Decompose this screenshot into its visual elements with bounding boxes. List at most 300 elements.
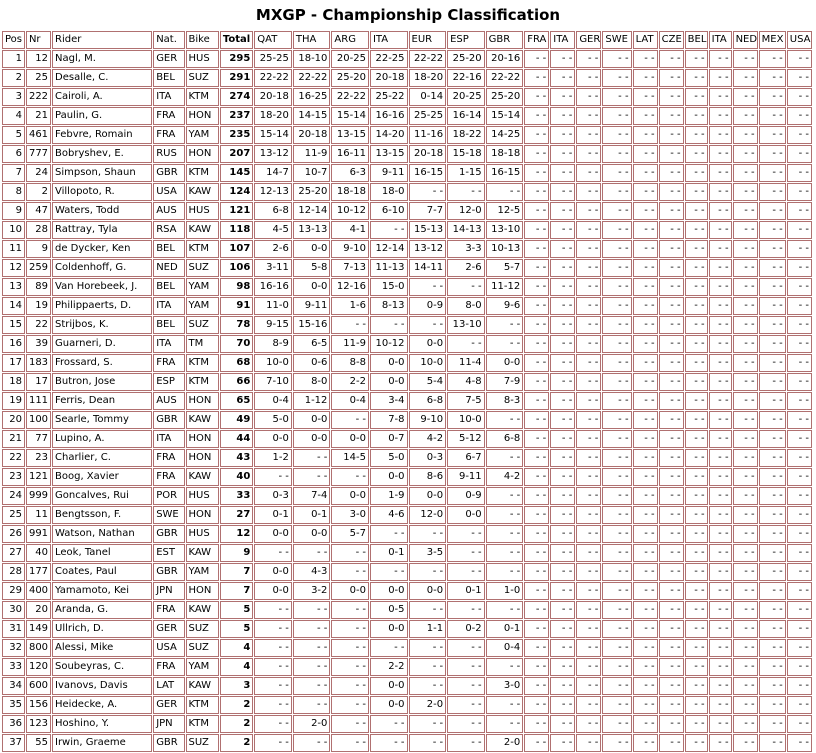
cell-nat: FRA bbox=[153, 658, 184, 676]
cell-pos: 36 bbox=[2, 715, 25, 733]
cell-score: - - bbox=[576, 107, 601, 125]
cell-score: - - bbox=[293, 620, 331, 638]
cell-score: 7-13 bbox=[331, 259, 369, 277]
cell-score: - - bbox=[602, 126, 631, 144]
cell-total: 274 bbox=[220, 88, 253, 106]
cell-score: - - bbox=[524, 221, 549, 239]
cell-score: - - bbox=[733, 88, 758, 106]
cell-score: 16-25 bbox=[293, 88, 331, 106]
cell-score: - - bbox=[787, 278, 812, 296]
cell-score: 14-20 bbox=[370, 126, 408, 144]
cell-total: 235 bbox=[220, 126, 253, 144]
cell-nat: FRA bbox=[153, 601, 184, 619]
cell-pos: 15 bbox=[2, 316, 25, 334]
cell-pos: 13 bbox=[2, 278, 25, 296]
cell-pos: 26 bbox=[2, 525, 25, 543]
cell-score: 16-16 bbox=[370, 107, 408, 125]
cell-pos: 2 bbox=[2, 69, 25, 87]
cell-score: - - bbox=[659, 734, 684, 752]
cell-score: - - bbox=[659, 696, 684, 714]
cell-score: - - bbox=[759, 278, 786, 296]
cell-score: - - bbox=[685, 373, 708, 391]
cell-score: - - bbox=[709, 202, 732, 220]
cell-score: - - bbox=[685, 88, 708, 106]
header-race: THA bbox=[293, 31, 331, 49]
cell-nat: GER bbox=[153, 620, 184, 638]
cell-score: - - bbox=[709, 563, 732, 581]
cell-bike: HON bbox=[186, 582, 219, 600]
cell-score: - - bbox=[733, 240, 758, 258]
cell-nr: 19 bbox=[26, 297, 51, 315]
cell-score: - - bbox=[787, 240, 812, 258]
cell-score: - - bbox=[659, 107, 684, 125]
cell-score: 5-12 bbox=[447, 430, 485, 448]
cell-score: - - bbox=[787, 487, 812, 505]
cell-score: - - bbox=[759, 335, 786, 353]
cell-pos: 8 bbox=[2, 183, 25, 201]
cell-bike: YAM bbox=[186, 278, 219, 296]
cell-score: - - bbox=[685, 354, 708, 372]
cell-score: - - bbox=[709, 50, 732, 68]
cell-score: - - bbox=[685, 601, 708, 619]
cell-pos: 12 bbox=[2, 259, 25, 277]
cell-score: - - bbox=[733, 506, 758, 524]
cell-score: - - bbox=[602, 525, 631, 543]
cell-rider: Leok, Tanel bbox=[52, 544, 152, 562]
cell-score: - - bbox=[733, 658, 758, 676]
cell-bike: SUZ bbox=[186, 316, 219, 334]
cell-score: 6-7 bbox=[447, 449, 485, 467]
cell-score: - - bbox=[602, 715, 631, 733]
cell-score: 9-10 bbox=[409, 411, 447, 429]
cell-score: - - bbox=[602, 278, 631, 296]
cell-score: 7-4 bbox=[293, 487, 331, 505]
cell-score: - - bbox=[685, 240, 708, 258]
cell-nr: 461 bbox=[26, 126, 51, 144]
cell-score: - - bbox=[293, 468, 331, 486]
cell-score: - - bbox=[524, 544, 549, 562]
cell-score: - - bbox=[733, 278, 758, 296]
cell-score: - - bbox=[524, 316, 549, 334]
cell-score: - - bbox=[685, 297, 708, 315]
cell-nr: 17 bbox=[26, 373, 51, 391]
cell-score: - - bbox=[447, 734, 485, 752]
cell-pos: 32 bbox=[2, 639, 25, 657]
cell-bike: HON bbox=[186, 392, 219, 410]
table-row bbox=[2, 373, 812, 391]
cell-score: 2-6 bbox=[447, 259, 485, 277]
cell-nr: 23 bbox=[26, 449, 51, 467]
cell-score: - - bbox=[709, 601, 732, 619]
cell-score: - - bbox=[550, 430, 575, 448]
cell-score: - - bbox=[759, 620, 786, 638]
cell-rider: Charlier, C. bbox=[52, 449, 152, 467]
header-race: LAT bbox=[633, 31, 658, 49]
cell-score: - - bbox=[633, 487, 658, 505]
cell-score: 6-8 bbox=[254, 202, 292, 220]
cell-score: - - bbox=[759, 145, 786, 163]
cell-bike: KAW bbox=[186, 411, 219, 429]
cell-score: 0-0 bbox=[293, 430, 331, 448]
cell-score: - - bbox=[602, 297, 631, 315]
table-row bbox=[2, 449, 812, 467]
table-row bbox=[2, 278, 812, 296]
cell-score: - - bbox=[524, 658, 549, 676]
cell-score: - - bbox=[787, 392, 812, 410]
cell-score: - - bbox=[447, 278, 485, 296]
cell-score: 0-0 bbox=[293, 525, 331, 543]
cell-score: - - bbox=[685, 107, 708, 125]
table-row bbox=[2, 658, 812, 676]
cell-score: - - bbox=[602, 240, 631, 258]
cell-nr: 259 bbox=[26, 259, 51, 277]
cell-score: 2-0 bbox=[293, 715, 331, 733]
cell-score: - - bbox=[550, 259, 575, 277]
cell-nat: GBR bbox=[153, 525, 184, 543]
cell-score: 20-18 bbox=[293, 126, 331, 144]
header-race: GER bbox=[576, 31, 601, 49]
cell-score: - - bbox=[550, 202, 575, 220]
cell-score: - - bbox=[759, 696, 786, 714]
cell-score: 9-11 bbox=[293, 297, 331, 315]
cell-score: - - bbox=[685, 506, 708, 524]
cell-score: - - bbox=[524, 297, 549, 315]
table-row bbox=[2, 525, 812, 543]
cell-bike: HON bbox=[186, 107, 219, 125]
cell-pos: 34 bbox=[2, 677, 25, 695]
cell-score: 7-5 bbox=[447, 392, 485, 410]
cell-total: 9 bbox=[220, 544, 253, 562]
cell-score: - - bbox=[370, 734, 408, 752]
cell-score: 0-3 bbox=[254, 487, 292, 505]
cell-score: 6-10 bbox=[370, 202, 408, 220]
cell-score: - - bbox=[733, 316, 758, 334]
cell-score: - - bbox=[733, 392, 758, 410]
cell-score: - - bbox=[486, 411, 524, 429]
cell-bike: HUS bbox=[186, 525, 219, 543]
cell-rider: Soubeyras, C. bbox=[52, 658, 152, 676]
cell-total: 44 bbox=[220, 430, 253, 448]
cell-score: - - bbox=[486, 335, 524, 353]
cell-score: - - bbox=[685, 525, 708, 543]
cell-score: - - bbox=[550, 658, 575, 676]
cell-score: - - bbox=[524, 354, 549, 372]
cell-rider: Cairoli, A. bbox=[52, 88, 152, 106]
cell-score: - - bbox=[659, 639, 684, 657]
cell-pos: 7 bbox=[2, 164, 25, 182]
cell-score: - - bbox=[486, 525, 524, 543]
cell-nr: 177 bbox=[26, 563, 51, 581]
cell-score: - - bbox=[254, 696, 292, 714]
cell-score: 25-20 bbox=[331, 69, 369, 87]
cell-score: - - bbox=[254, 468, 292, 486]
cell-rider: Ullrich, D. bbox=[52, 620, 152, 638]
cell-score: - - bbox=[659, 392, 684, 410]
cell-score: - - bbox=[602, 582, 631, 600]
cell-score: - - bbox=[576, 278, 601, 296]
cell-score: - - bbox=[659, 69, 684, 87]
cell-score: - - bbox=[293, 601, 331, 619]
cell-score: - - bbox=[709, 221, 732, 239]
cell-score: 0-0 bbox=[331, 582, 369, 600]
cell-pos: 5 bbox=[2, 126, 25, 144]
cell-total: 91 bbox=[220, 297, 253, 315]
cell-score: 8-0 bbox=[293, 373, 331, 391]
table-row bbox=[2, 430, 812, 448]
cell-score: - - bbox=[602, 69, 631, 87]
cell-score: 0-4 bbox=[331, 392, 369, 410]
cell-score: - - bbox=[524, 164, 549, 182]
cell-bike: SUZ bbox=[186, 259, 219, 277]
table-row bbox=[2, 620, 812, 638]
cell-pos: 11 bbox=[2, 240, 25, 258]
cell-score: - - bbox=[787, 107, 812, 125]
table-row bbox=[2, 164, 812, 182]
cell-nr: 25 bbox=[26, 69, 51, 87]
cell-score: 0-0 bbox=[293, 278, 331, 296]
cell-score: - - bbox=[787, 126, 812, 144]
cell-nat: GBR bbox=[153, 563, 184, 581]
cell-nr: 12 bbox=[26, 50, 51, 68]
cell-score: 3-0 bbox=[331, 506, 369, 524]
cell-bike: KAW bbox=[186, 677, 219, 695]
cell-score: - - bbox=[524, 373, 549, 391]
cell-bike: HON bbox=[186, 145, 219, 163]
cell-score: - - bbox=[524, 107, 549, 125]
cell-score: - - bbox=[254, 658, 292, 676]
cell-score: - - bbox=[685, 544, 708, 562]
cell-score: - - bbox=[576, 297, 601, 315]
cell-score: - - bbox=[576, 202, 601, 220]
cell-pos: 18 bbox=[2, 373, 25, 391]
cell-score: 5-8 bbox=[293, 259, 331, 277]
cell-score: - - bbox=[409, 563, 447, 581]
cell-rider: Van Horebeek, J. bbox=[52, 278, 152, 296]
cell-bike: HUS bbox=[186, 50, 219, 68]
cell-score: - - bbox=[576, 601, 601, 619]
cell-score: - - bbox=[787, 449, 812, 467]
cell-score: - - bbox=[659, 563, 684, 581]
cell-score: - - bbox=[254, 677, 292, 695]
cell-score: 4-1 bbox=[331, 221, 369, 239]
cell-score: - - bbox=[633, 354, 658, 372]
cell-nat: RUS bbox=[153, 145, 184, 163]
cell-score: - - bbox=[633, 639, 658, 657]
cell-score: - - bbox=[787, 601, 812, 619]
cell-score: - - bbox=[633, 696, 658, 714]
cell-score: 0-4 bbox=[254, 392, 292, 410]
cell-score: - - bbox=[576, 354, 601, 372]
cell-nr: 111 bbox=[26, 392, 51, 410]
cell-score: - - bbox=[633, 145, 658, 163]
cell-score: - - bbox=[787, 582, 812, 600]
cell-score: 8-3 bbox=[486, 392, 524, 410]
cell-score: 13-12 bbox=[254, 145, 292, 163]
cell-score: - - bbox=[709, 259, 732, 277]
cell-score: - - bbox=[787, 183, 812, 201]
cell-score: - - bbox=[787, 221, 812, 239]
cell-score: - - bbox=[576, 183, 601, 201]
cell-score: - - bbox=[759, 88, 786, 106]
cell-total: 118 bbox=[220, 221, 253, 239]
cell-score: - - bbox=[409, 677, 447, 695]
header-race: ITA bbox=[709, 31, 732, 49]
cell-nr: 800 bbox=[26, 639, 51, 657]
cell-score: - - bbox=[709, 354, 732, 372]
cell-score: 8-9 bbox=[254, 335, 292, 353]
cell-score: 14-15 bbox=[293, 107, 331, 125]
cell-score: - - bbox=[550, 525, 575, 543]
cell-nat: FRA bbox=[153, 354, 184, 372]
cell-score: - - bbox=[787, 316, 812, 334]
cell-pos: 29 bbox=[2, 582, 25, 600]
cell-score: - - bbox=[659, 259, 684, 277]
cell-score: 11-4 bbox=[447, 354, 485, 372]
cell-score: - - bbox=[524, 202, 549, 220]
cell-score: - - bbox=[685, 639, 708, 657]
cell-total: 237 bbox=[220, 107, 253, 125]
cell-score: - - bbox=[759, 525, 786, 543]
cell-score: 6-5 bbox=[293, 335, 331, 353]
cell-score: - - bbox=[709, 677, 732, 695]
cell-score: 13-15 bbox=[331, 126, 369, 144]
cell-score: - - bbox=[370, 316, 408, 334]
cell-nat: ITA bbox=[153, 430, 184, 448]
cell-score: - - bbox=[633, 601, 658, 619]
cell-score: - - bbox=[733, 696, 758, 714]
cell-score: - - bbox=[447, 601, 485, 619]
cell-score: - - bbox=[633, 430, 658, 448]
cell-score: - - bbox=[759, 183, 786, 201]
cell-score: - - bbox=[633, 164, 658, 182]
table-row bbox=[2, 582, 812, 600]
cell-score: 0-0 bbox=[370, 582, 408, 600]
cell-pos: 30 bbox=[2, 601, 25, 619]
cell-score: - - bbox=[709, 487, 732, 505]
cell-score: 25-20 bbox=[293, 183, 331, 201]
cell-bike: KAW bbox=[186, 183, 219, 201]
cell-total: 7 bbox=[220, 582, 253, 600]
header-race: NED bbox=[733, 31, 758, 49]
cell-score: 22-25 bbox=[370, 50, 408, 68]
cell-score: 20-25 bbox=[447, 88, 485, 106]
cell-score: 18-18 bbox=[486, 145, 524, 163]
cell-score: - - bbox=[633, 69, 658, 87]
cell-total: 107 bbox=[220, 240, 253, 258]
cell-total: 124 bbox=[220, 183, 253, 201]
cell-score: - - bbox=[550, 50, 575, 68]
cell-pos: 17 bbox=[2, 354, 25, 372]
cell-total: 4 bbox=[220, 658, 253, 676]
cell-score: 14-25 bbox=[486, 126, 524, 144]
cell-score: - - bbox=[733, 164, 758, 182]
cell-score: 3-4 bbox=[370, 392, 408, 410]
cell-score: - - bbox=[633, 202, 658, 220]
cell-bike: SUZ bbox=[186, 69, 219, 87]
cell-score: 2-0 bbox=[409, 696, 447, 714]
cell-score: - - bbox=[733, 563, 758, 581]
cell-score: 4-5 bbox=[254, 221, 292, 239]
cell-score: - - bbox=[787, 335, 812, 353]
cell-score: - - bbox=[370, 715, 408, 733]
cell-score: - - bbox=[550, 297, 575, 315]
cell-nat: FRA bbox=[153, 107, 184, 125]
cell-score: - - bbox=[633, 411, 658, 429]
cell-score: 0-0 bbox=[370, 373, 408, 391]
cell-score: 3-11 bbox=[254, 259, 292, 277]
table-row bbox=[2, 563, 812, 581]
cell-score: 13-10 bbox=[486, 221, 524, 239]
cell-score: - - bbox=[254, 639, 292, 657]
cell-score: - - bbox=[576, 88, 601, 106]
cell-score: 0-0 bbox=[254, 563, 292, 581]
cell-rider: Philippaerts, D. bbox=[52, 297, 152, 315]
cell-score: - - bbox=[331, 316, 369, 334]
cell-rider: Nagl, M. bbox=[52, 50, 152, 68]
cell-score: - - bbox=[331, 544, 369, 562]
cell-score: 18-0 bbox=[370, 183, 408, 201]
cell-score: 11-13 bbox=[370, 259, 408, 277]
cell-score: 5-0 bbox=[254, 411, 292, 429]
cell-score: 0-0 bbox=[331, 430, 369, 448]
cell-score: - - bbox=[659, 506, 684, 524]
cell-score: - - bbox=[709, 506, 732, 524]
cell-score: - - bbox=[759, 487, 786, 505]
cell-score: 10-0 bbox=[409, 354, 447, 372]
cell-bike: KTM bbox=[186, 696, 219, 714]
cell-score: 0-0 bbox=[370, 620, 408, 638]
cell-score: 20-18 bbox=[370, 69, 408, 87]
cell-score: - - bbox=[550, 183, 575, 201]
cell-score: - - bbox=[759, 715, 786, 733]
cell-score: - - bbox=[709, 164, 732, 182]
cell-score: - - bbox=[576, 544, 601, 562]
cell-score: - - bbox=[685, 50, 708, 68]
table-row bbox=[2, 259, 812, 277]
cell-score: - - bbox=[733, 145, 758, 163]
cell-score: 4-2 bbox=[409, 430, 447, 448]
cell-bike: KAW bbox=[186, 601, 219, 619]
cell-score: - - bbox=[576, 506, 601, 524]
table-row bbox=[2, 715, 812, 733]
cell-score: - - bbox=[576, 734, 601, 752]
cell-score: - - bbox=[409, 525, 447, 543]
cell-score: - - bbox=[576, 221, 601, 239]
cell-score: - - bbox=[331, 639, 369, 657]
cell-rider: Alessi, Mike bbox=[52, 639, 152, 657]
cell-score: - - bbox=[524, 715, 549, 733]
cell-score: - - bbox=[787, 506, 812, 524]
cell-nat: GBR bbox=[153, 164, 184, 182]
cell-score: - - bbox=[447, 639, 485, 657]
cell-score: - - bbox=[759, 639, 786, 657]
cell-bike: HON bbox=[186, 430, 219, 448]
cell-nr: 400 bbox=[26, 582, 51, 600]
cell-score: 12-14 bbox=[293, 202, 331, 220]
cell-score: - - bbox=[293, 544, 331, 562]
cell-score: - - bbox=[550, 734, 575, 752]
cell-score: - - bbox=[685, 335, 708, 353]
cell-score: - - bbox=[659, 126, 684, 144]
cell-score: - - bbox=[447, 696, 485, 714]
cell-score: - - bbox=[759, 164, 786, 182]
cell-score: - - bbox=[759, 354, 786, 372]
cell-total: 291 bbox=[220, 69, 253, 87]
cell-score: 5-7 bbox=[486, 259, 524, 277]
cell-score: - - bbox=[602, 487, 631, 505]
cell-score: - - bbox=[602, 506, 631, 524]
cell-score: - - bbox=[733, 126, 758, 144]
